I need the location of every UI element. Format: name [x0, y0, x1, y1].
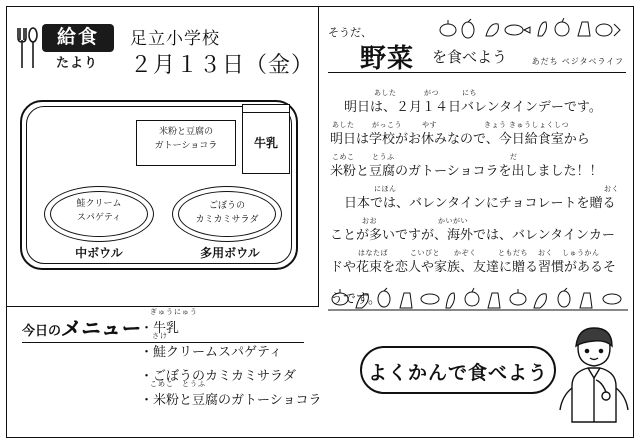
- paragraph-body: 明日は学校がお休みなので、今日給食室から: [330, 131, 590, 146]
- paragraph-text: [330, 122, 590, 146]
- paragraph-body: 明日は、２月１４日バレンタインデーです。: [344, 99, 602, 114]
- ruby-annotation: しゅうかん: [562, 250, 600, 257]
- masthead-badge: [42, 24, 120, 74]
- menu-item-ruby: こめこ とうふ: [150, 381, 206, 388]
- ruby-annotation: おお: [362, 218, 377, 225]
- bowl-right-contents: [180, 198, 274, 226]
- column-divider: [318, 7, 319, 307]
- menu-item-label: ・米粉と豆腐のガトーショコラ: [140, 392, 322, 407]
- paragraph-body: ドや花束を恋人や家族、友達に贈る習慣があるそ: [330, 259, 617, 274]
- article-paragraph: [330, 90, 626, 120]
- ruby-annotation: きょう きゅうしょくしつ: [484, 122, 569, 129]
- banner-underline: [328, 72, 626, 73]
- ruby-annotation: だ: [510, 154, 518, 161]
- masthead: [14, 18, 315, 80]
- ruby-annotation: ともだち: [498, 250, 528, 257]
- ruby-annotation: おく: [604, 186, 619, 193]
- masthead-subtitle: たより: [56, 55, 99, 70]
- bowl-left-contents: [52, 196, 146, 224]
- ruby-annotation: にほん: [374, 186, 397, 193]
- left-column-divider: [7, 306, 318, 307]
- banner-tail-text: を食べよう: [432, 49, 508, 66]
- paragraph-text: [330, 250, 617, 274]
- menu-list: [140, 309, 322, 412]
- ruby-annotation: かぞく: [454, 250, 477, 257]
- article-paragraph: [330, 250, 626, 280]
- banner-credit: あだち ベジタベライフ: [531, 57, 624, 66]
- menu-item-label: ・鮭クリームスパゲティ: [140, 344, 282, 359]
- todays-menu-heading: [22, 314, 142, 342]
- list-item: [140, 381, 322, 412]
- ruby-annotation: あした: [374, 90, 397, 97]
- menu-item-label: ・牛乳: [140, 320, 180, 335]
- bowl-right-line1: ごぼうの: [208, 200, 245, 210]
- list-item: [140, 333, 320, 364]
- article-paragraph: [330, 218, 626, 248]
- menu-item-label: ・ごぼうのカミカミサラダ: [140, 368, 296, 383]
- banner-main-text: 野菜: [360, 43, 415, 73]
- ruby-annotation: こいびと: [410, 250, 440, 257]
- ruby-annotation: やす: [422, 122, 437, 129]
- ruby-annotation: はなたば: [358, 250, 388, 257]
- todays-menu-heading-word: メニュー: [60, 319, 144, 340]
- paragraph-text: [330, 154, 603, 178]
- bowl-left-name: 中ボウル: [75, 246, 123, 260]
- paragraph-body: 日本では、バレンタインにチョコレートを贈る: [344, 195, 616, 210]
- school-nurse-illustration: [548, 318, 634, 430]
- milk-label: 牛乳: [253, 136, 278, 150]
- bowl-left-line2: スパゲティ: [76, 212, 122, 222]
- ruby-annotation: がっこう: [372, 122, 402, 129]
- masthead-title: 給食: [42, 24, 114, 52]
- chew-slogan-text: よくかんで食べよう: [367, 363, 548, 384]
- bowl-right-line2: カミカミサラダ: [195, 214, 259, 224]
- dessert-label-line1: 米粉と豆腐の: [158, 126, 213, 136]
- article-paragraph: [330, 186, 626, 216]
- paragraph-body: ことが多いですが、海外では、バレンタインカー: [330, 227, 615, 242]
- paragraph-body: うです。: [330, 291, 381, 306]
- ruby-annotation: がつ: [424, 90, 439, 97]
- paragraph-body: 米粉と豆腐のガトーショコラを出しました！！: [330, 163, 603, 178]
- menu-item-ruby: さけ: [152, 333, 168, 340]
- menu-item-ruby: ぎゅうにゅう: [150, 309, 198, 316]
- banner-lead-text: そうだ、: [328, 27, 372, 39]
- vegetable-row-icon: [328, 18, 626, 40]
- article-body: [330, 90, 626, 318]
- dessert-label: [138, 124, 234, 152]
- paragraph-text: [344, 90, 602, 114]
- paragraph-text: [330, 218, 615, 242]
- fork-spoon-icon: [16, 26, 38, 70]
- ruby-annotation: とうふ: [372, 154, 395, 161]
- paragraph-text: [344, 186, 619, 210]
- issue-date: ２月１３日（金）: [130, 52, 315, 77]
- vegetable-banner: [326, 16, 628, 82]
- bowl-right-name: 多用ボウル: [200, 246, 260, 260]
- ruby-annotation: おく: [538, 250, 553, 257]
- dessert-label-line2: ガトーショコラ: [154, 140, 218, 150]
- bowl-left-line1: 鮭クリーム: [76, 198, 122, 208]
- ruby-annotation: かいがい: [438, 218, 468, 225]
- ruby-annotation: こめこ: [332, 154, 355, 161]
- school-name: 足立小学校: [130, 29, 220, 48]
- todays-menu-section: [14, 309, 322, 430]
- article-paragraph: [330, 122, 626, 152]
- ruby-annotation: にち: [462, 90, 477, 97]
- ruby-annotation: あした: [332, 122, 355, 129]
- todays-menu-heading-prefix: 今日の: [22, 323, 62, 338]
- article-paragraph: [330, 154, 626, 184]
- tray-diagram: [14, 92, 312, 292]
- vegetable-row-divider-icon: [326, 286, 628, 312]
